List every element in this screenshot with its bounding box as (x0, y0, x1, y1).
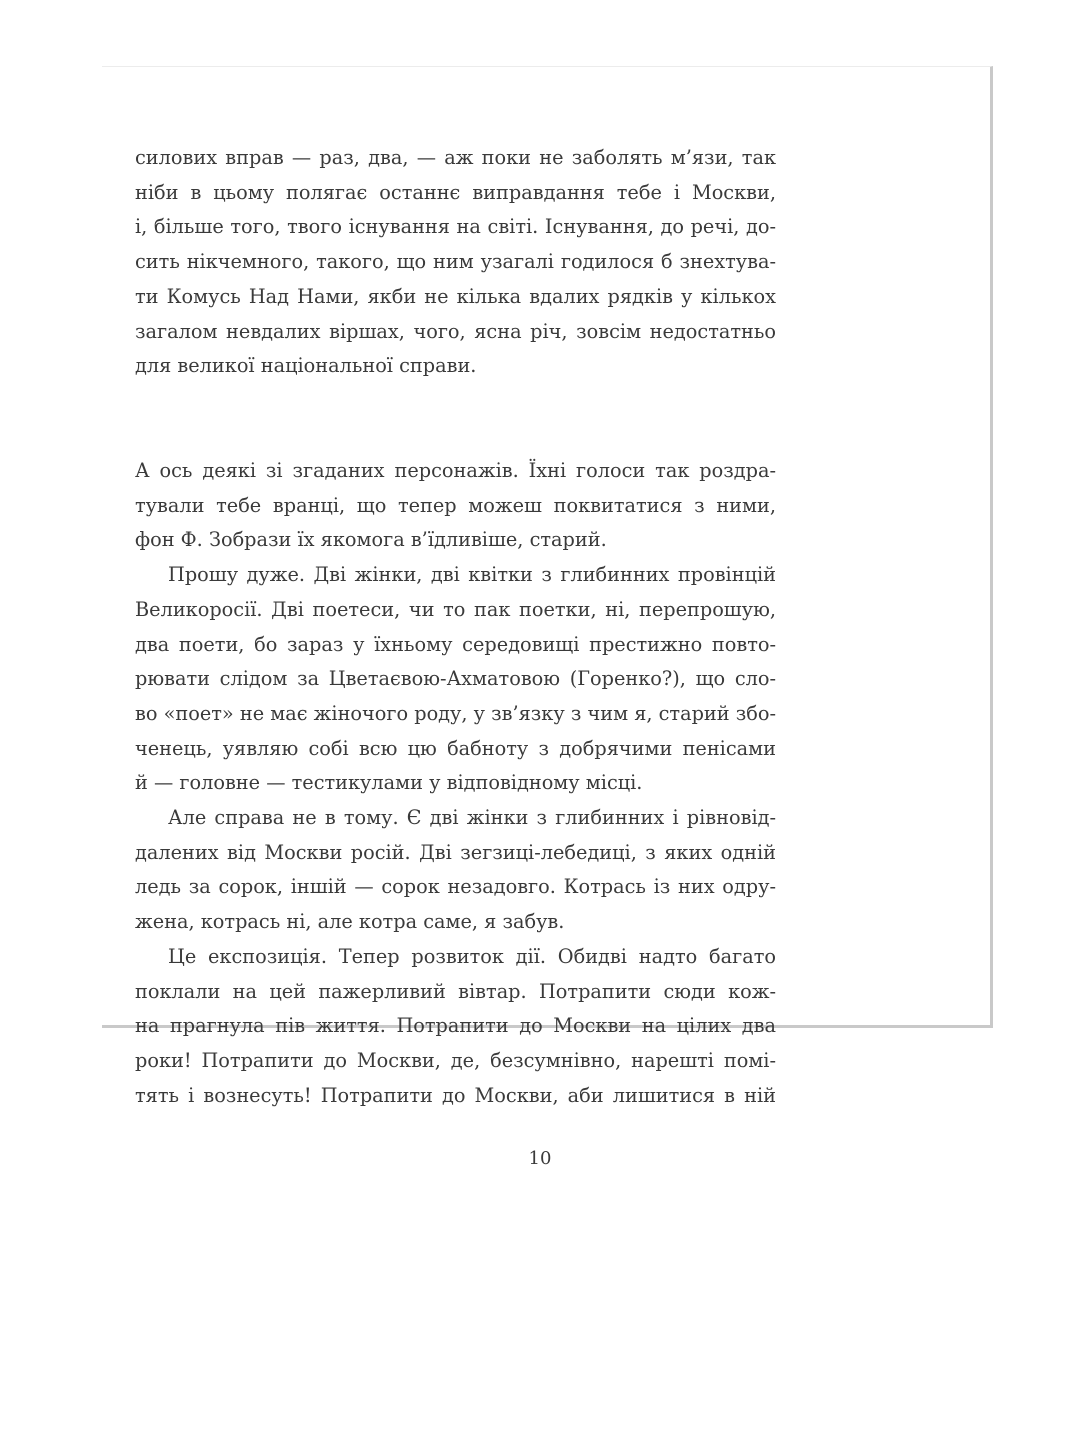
text-line: два поети, бо зараз у їхньому середовищі престижно повто- (135, 632, 776, 656)
text-line: ніби в цьому полягає останнє виправдання тебе і Москви, (135, 180, 776, 204)
text-line: Це експозиція. Тепер розвиток дії. Обидві надто багато (168, 944, 776, 968)
text-line: фон Ф. Зобрази їх якомога в’їдливіше, старий. (135, 528, 607, 552)
text-line: жена, котрась ні, але котра саме, я забув. (135, 910, 565, 934)
paragraph-block-2 (135, 454, 776, 1113)
text-line: тять і вознесуть! Потрапити до Москви, аби лишитися в ній (135, 1083, 776, 1107)
text-line: Великоросії. Дві поетеси, чи то пак поетки, ні, перепрошую, (135, 597, 776, 621)
text-line: на прагнула пів життя. Потрапити до Москви на цілих два (135, 1014, 776, 1038)
text-line: А ось деякі зі згаданих персонажів. Їхні голоси так роздра- (135, 459, 776, 482)
text-line: загалом невдалих віршах, чого, ясна річ, зовсім недостатньо (135, 319, 776, 343)
text-line: й — головне — тестикулами у відповідному місці. (135, 771, 643, 795)
text-line: сить нікчемного, такого, що ним узагалі годилося б знехтува- (135, 250, 776, 274)
text-line: Прошу дуже. Дві жінки, дві квітки з глибинних провінцій (168, 563, 776, 587)
paragraph-block-1 (135, 141, 776, 384)
text-line: тували тебе вранці, що тепер можеш поквитатися з ними, (135, 493, 776, 517)
text-line: во «поет» не має жіночого роду, у зв’язку з чим я, старий збо- (135, 701, 776, 725)
text-line: ти Комусь Над Нами, якби не кілька вдалих рядків у кількох (135, 284, 776, 308)
text-line: ледь за сорок, іншій — сорок незадовго. Котрась із них одру- (135, 875, 776, 899)
page-number: 10 (528, 1148, 552, 1169)
text-line: роки! Потрапити до Москви, де, безсумнівно, нарешті помі- (135, 1048, 776, 1072)
text-line: для великої національної справи. (135, 354, 477, 378)
text-line: рювати слідом за Цветаєвою-Ахматовою (Горенко?), що сло- (135, 667, 776, 691)
text-line: ченець, уявляю собі всю цю бабноту з добрячими пенісами (135, 736, 776, 760)
text-line: силових вправ — раз, два, — аж поки не заболять м’язи, так (135, 146, 776, 169)
text-line: і, більше того, твого існування на світі. Існування, до речі, до- (135, 215, 776, 239)
text-line: Але справа не в тому. Є дві жінки з глибинних і рівновід- (168, 806, 776, 830)
text-line: поклали на цей пажерливий вівтар. Потрапити сюди кож- (135, 979, 776, 1003)
text-line: далених від Москви росій. Дві зегзиці-лебедиці, з яких одній (135, 840, 776, 864)
